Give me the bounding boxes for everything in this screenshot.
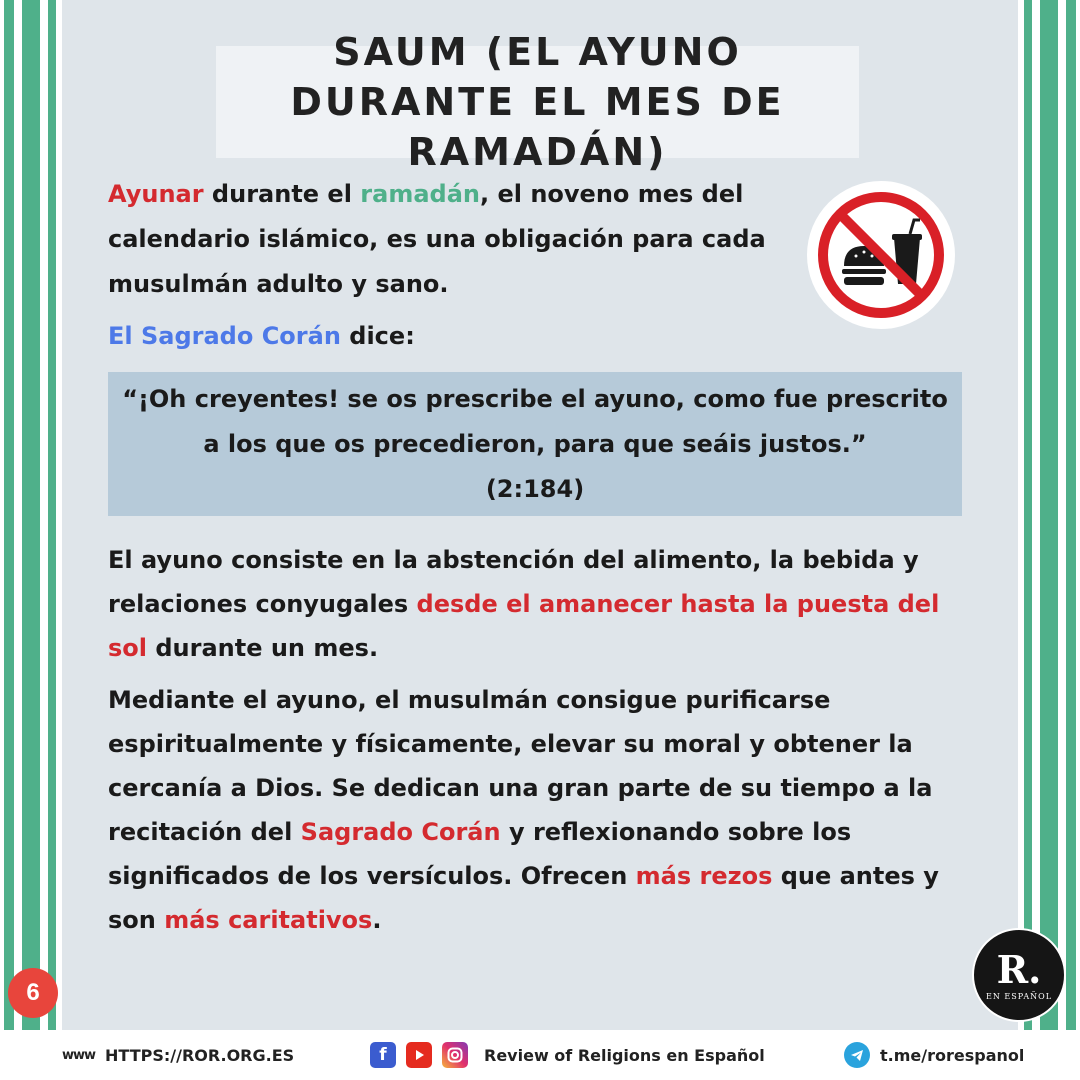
right-stripes-decoration: [1018, 0, 1080, 1030]
youtube-icon[interactable]: [406, 1042, 432, 1068]
quote-reference: (2:184): [485, 474, 585, 503]
intro-text-2: , el noveno mes del calendario islámico, es una obligación para cada musulmán adulto y sano.: [108, 180, 766, 298]
left-stripes-decoration: [0, 0, 62, 1030]
page-title: SAUM (EL AYUNO DURANTE EL MES DE RAMADÁN): [290, 30, 785, 174]
fasting-benefits-paragraph: [108, 678, 958, 942]
footer: [0, 1030, 1080, 1080]
quote: [120, 377, 950, 512]
instagram-icon[interactable]: [442, 1042, 468, 1068]
intro-highlight-fasting: Ayunar: [108, 180, 204, 208]
p1-highlight: desde el amanecer hasta la puesta del sol: [108, 590, 940, 662]
p2-highlight-prayers: más rezos: [635, 862, 773, 890]
p1-text-1: El ayuno consiste en la abstención del alimento, la bebida y relaciones conyugales: [108, 546, 919, 618]
telegram-icon[interactable]: [844, 1042, 870, 1068]
intro-paragraph: [108, 172, 788, 307]
p2-text-3: que antes y son: [108, 862, 939, 934]
facebook-icon[interactable]: f: [370, 1042, 396, 1068]
p2-highlight-quran: Sagrado Corán: [300, 818, 501, 846]
ror-logo: [972, 928, 1066, 1022]
no-food-drink-icon: [806, 180, 956, 330]
logo-subtitle: EN ESPAÑOL: [986, 991, 1052, 1001]
website-link[interactable]: HTTPS://ROR.ORG.ES: [105, 1045, 295, 1065]
intro-text-1: durante el: [203, 180, 361, 208]
footer-social: [370, 1030, 765, 1080]
page-number-badge: 6: [8, 968, 58, 1018]
social-name[interactable]: Review of Religions en Español: [484, 1045, 765, 1065]
quran-says-text: dice:: [340, 322, 415, 350]
logo-mark: R.: [996, 946, 1042, 992]
p2-text-1: Mediante el ayuno, el musulmán consigue purificarse espiritualmente y físicamente, elevar su moral y obtener la cercanía a Dios. Se dedican una gran parte de su tiempo a la recitación del: [108, 686, 933, 846]
title-box: [216, 30, 859, 174]
footer-telegram[interactable]: [844, 1030, 1024, 1080]
fasting-definition-paragraph: [108, 538, 958, 670]
p2-text-2: y reflexionando sobre los significados de los versículos. Ofrecen: [108, 818, 852, 890]
quran-source: El Sagrado Corán: [108, 322, 341, 350]
globe-icon: www: [62, 1047, 96, 1063]
footer-website[interactable]: [62, 1030, 294, 1080]
quran-says-line: [108, 314, 415, 359]
quote-box: [108, 372, 962, 516]
quote-text: “¡Oh creyentes! se os prescribe el ayuno, como fue prescrito a los que os precedieron, para que seáis justos.”: [122, 384, 948, 458]
p2-highlight-charity: más caritativos: [164, 906, 373, 934]
telegram-link[interactable]: t.me/rorespanol: [880, 1045, 1025, 1065]
p1-text-2: durante un mes.: [147, 634, 379, 662]
p2-text-4: .: [372, 906, 382, 934]
intro-highlight-ramadan: ramadán: [360, 180, 480, 208]
